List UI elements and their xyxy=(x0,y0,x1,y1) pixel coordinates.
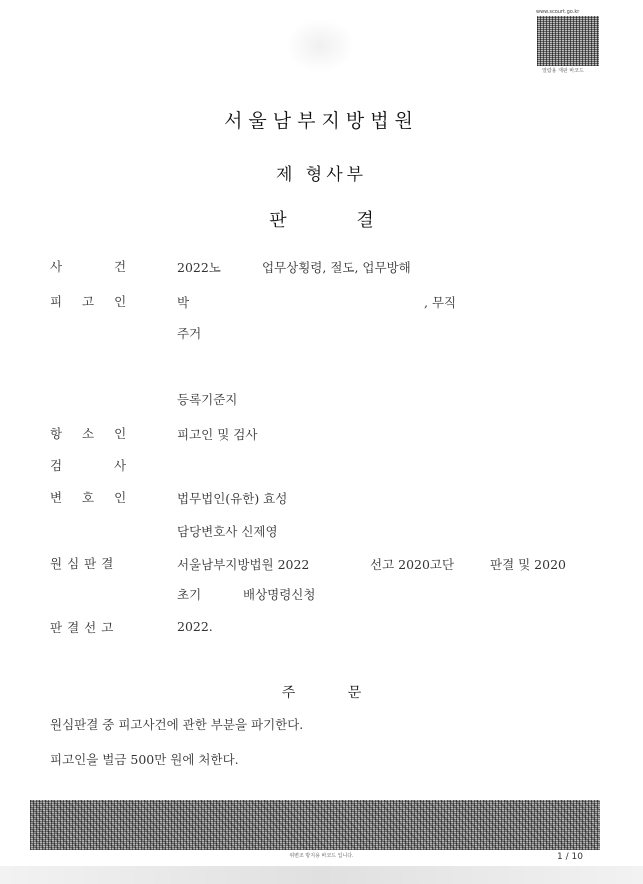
field-value-case-name: 업무상횡령, 절도, 업무방해 xyxy=(262,260,411,275)
field-value-original-court: 서울남부지방법원 2022 xyxy=(177,557,310,572)
field-label-case: 사 건 xyxy=(50,259,127,274)
page-number: 1 / 10 xyxy=(557,852,583,862)
field-label-sentencing-date: 판결선고 xyxy=(50,620,119,635)
order-heading: 주 문 xyxy=(281,685,362,701)
barcode-icon xyxy=(537,16,599,66)
scan-edge xyxy=(0,866,643,884)
court-name: 서울남부지방법원 xyxy=(224,110,419,132)
field-value-sentencing-date: 2022. xyxy=(177,619,213,634)
field-value-compensation: 배상명령신청 xyxy=(243,587,316,602)
court-url: www.scourt.go.kr xyxy=(536,9,580,15)
field-value-registry: 등록기준지 xyxy=(177,392,238,407)
order-line-1: 원심판결 중 피고사건에 관한 부분을 파기한다. xyxy=(50,717,304,732)
document-title: 판 결 xyxy=(269,210,374,231)
field-label-defendant: 피 고 인 xyxy=(50,294,127,309)
field-label-appellant: 항 소 인 xyxy=(50,426,127,441)
anti-forgery-barcode xyxy=(30,800,600,850)
field-value-appellant: 피고인 및 검사 xyxy=(177,427,258,442)
barcode-label: 열람용 재판 바코드 xyxy=(542,68,584,74)
field-value-original-case: 선고 2020고단 xyxy=(370,557,455,572)
field-label-counsel: 변 호 인 xyxy=(50,490,127,505)
order-line-2: 피고인을 벌금 500만 원에 처한다. xyxy=(50,752,239,767)
field-value-address: 주거 xyxy=(177,326,202,341)
field-value-defendant-job: , 무직 xyxy=(424,295,457,310)
barcode-notice: 위변조 방지용 바코드 입니다. xyxy=(289,853,354,859)
field-value-law-firm: 법무법인(유한) 효성 xyxy=(177,491,288,506)
field-value-case-number: 2022노 xyxy=(177,260,221,275)
field-value-defendant-name: 박 xyxy=(177,295,190,310)
field-label-original-judgment: 원심판결 xyxy=(50,556,119,571)
field-value-attorney: 담당변호사 신제영 xyxy=(177,524,278,539)
field-value-original-judgment-extra: 판결 및 2020 xyxy=(490,557,566,572)
department-name: 제 형사부 xyxy=(275,165,368,185)
field-label-prosecutor: 검 사 xyxy=(50,458,127,473)
field-value-early: 초기 xyxy=(177,587,202,602)
faint-seal-mark xyxy=(285,18,355,73)
